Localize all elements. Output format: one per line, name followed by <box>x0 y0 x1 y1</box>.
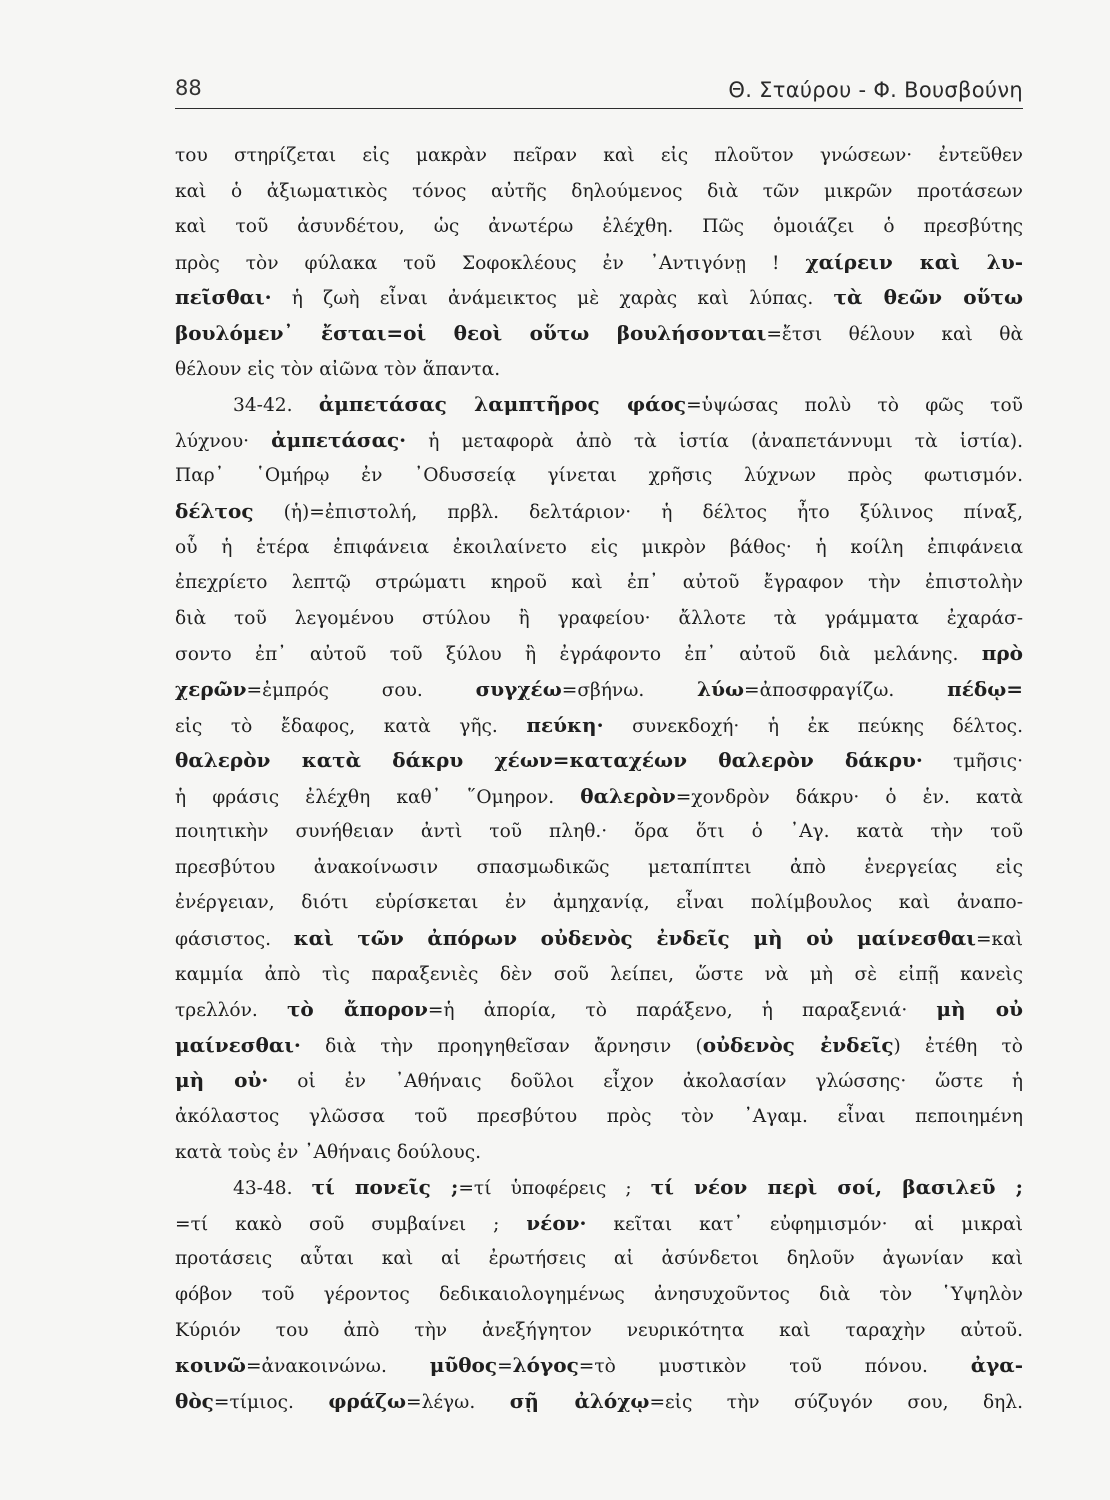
bold-term: θαλερὸν κατὰ δάκρυ χέων=καταχέων θαλερὸν δάκρυ· <box>175 748 923 773</box>
text-run: ἀκόλαστος γλῶσσα τοῦ πρεσβύτου πρὸς τὸν ᾿Αγαμ. εἶναι πεποιημένη <box>175 1106 1023 1128</box>
text-run: προτάσεις αὗται καὶ αἱ ἐρωτήσεις αἱ ἀσύνδετοι δηλοῦν ἀγωνίαν καὶ <box>175 1248 1023 1270</box>
text-line <box>175 458 1023 494</box>
text-line <box>175 138 1023 174</box>
page-number: 88 <box>175 76 202 100</box>
text-run: διὰ τὴν προηγηθεῖσαν ἄρνησιν ( <box>300 1035 703 1057</box>
running-head: Θ. Σταύρου - Φ. Βουσβούνη <box>728 78 1023 102</box>
text-run: ) ἐτέθη τὸ <box>893 1035 1023 1057</box>
text-line <box>175 1063 1023 1099</box>
text-line <box>175 565 1023 601</box>
text-line <box>175 1348 1023 1384</box>
bold-term: χαίρειν καὶ λυ- <box>805 249 1023 274</box>
bold-term: πρὸ <box>981 641 1023 666</box>
text-run: εἰς τὸ ἔδαφος, κατὰ γῆς. <box>175 715 527 737</box>
text-line <box>175 387 1023 423</box>
text-run: =καὶ <box>975 929 1023 951</box>
text-run: =ὑψώσας πολὺ τὸ φῶς τοῦ <box>686 395 1023 417</box>
text-line <box>175 1135 1023 1171</box>
bold-term: τὸ ἄπορον <box>286 997 428 1022</box>
bold-term: λύω <box>697 676 744 701</box>
bold-term: κοινῶ <box>175 1353 246 1378</box>
text-run: καὶ ὁ ἀξιωματικὸς τόνος αὐτῆς δηλούμενος διὰ τῶν μικρῶν προτάσεων <box>175 180 1023 202</box>
text-line <box>175 316 1023 352</box>
bold-term: βουλόμεν᾽ ἔσται=οἱ θεοὶ οὕτω βουλήσονται <box>175 320 767 345</box>
text-run: καμμία ἀπὸ τὶς παραξενιὲς δὲν σοῦ λείπει, ὥστε νὰ μὴ σὲ εἰπῇ κανεὶς <box>175 963 1023 985</box>
text-run: =ἡ ἀπορία, τὸ παράξενο, ἡ παραξενιά· <box>427 1000 937 1022</box>
bold-term: ἀμπετάσας· <box>271 427 407 452</box>
bold-term: μαίνεσθαι· <box>175 1032 301 1057</box>
bold-term: μὴ οὐ <box>936 997 1023 1022</box>
text-run: Κύριόν του ἀπὸ τὴν ἀνεξήγητον νευρικότητα καὶ ταραχὴν αὐτοῦ. <box>175 1319 1023 1341</box>
text-line <box>175 1170 1023 1206</box>
text-line <box>175 530 1023 566</box>
text-line <box>175 209 1023 245</box>
bold-term: λόγος <box>512 1353 579 1378</box>
text-run: 34-42. <box>233 395 319 417</box>
bold-term: συγχέω <box>475 676 562 701</box>
bold-term: τί νέον περὶ σοί, βασιλεῦ ; <box>650 1175 1023 1200</box>
text-run: =σβήνω. <box>561 679 698 701</box>
text-line <box>175 352 1023 388</box>
text-run: τμῆσις· <box>922 751 1023 773</box>
text-line <box>175 1277 1023 1313</box>
text-line <box>175 850 1023 886</box>
bold-term: ἀμπετάσας λαμπτῆρος φάος <box>318 392 687 417</box>
text-run: (ἡ)=ἐπιστολή, πρβλ. δελτάριον· ἡ δέλτος ἦτο ξύλινος πίναξ, <box>253 501 1023 523</box>
text-run: =τί ὑποφέρεις ; <box>458 1178 651 1200</box>
text-line <box>175 245 1023 281</box>
bold-term: τὰ θεῶν οὕτω <box>833 285 1023 310</box>
body-text <box>175 138 1023 1419</box>
text-run: =τί κακὸ σοῦ συμβαίνει ; <box>175 1213 527 1235</box>
text-line <box>175 672 1023 708</box>
text-run: =ἀνακοινώνω. <box>245 1356 430 1378</box>
text-run: κεῖται κατ᾽ εὐφημισμόν· αἱ μικραὶ <box>586 1213 1023 1235</box>
text-line <box>175 957 1023 993</box>
header-rule <box>175 108 1023 109</box>
text-line <box>175 494 1023 530</box>
text-line <box>175 1028 1023 1064</box>
bold-term: ἀγα- <box>970 1353 1023 1378</box>
text-line <box>175 174 1023 210</box>
text-line <box>175 743 1023 779</box>
bold-term: φράζω <box>328 1388 407 1413</box>
text-line <box>175 921 1023 957</box>
bold-term: πεύκη· <box>526 712 604 737</box>
bold-term: νέον· <box>526 1210 587 1235</box>
text-run: 43-48. <box>233 1178 312 1200</box>
text-run: διὰ τοῦ λεγομένου στύλου ἢ γραφείου· ἄλλοτε τὰ γράμματα ἐχαράσ- <box>175 607 1023 629</box>
text-run: = <box>497 1356 513 1378</box>
text-line <box>175 1241 1023 1277</box>
bold-term: θαλερὸν <box>580 783 676 808</box>
text-line <box>175 1206 1023 1242</box>
text-line <box>175 280 1023 316</box>
bold-term: οὐδενὸς ἐνδεῖς <box>702 1032 894 1057</box>
text-run: σοντο ἐπ᾽ αὐτοῦ τοῦ ξύλου ἢ ἐγράφοντο ἐπ᾽ αὐτοῦ διὰ μελάνης. <box>175 644 982 666</box>
bold-term: τί πονεῖς ; <box>311 1175 459 1200</box>
text-run: πρὸς τὸν φύλακα τοῦ Σοφοκλέους ἐν ᾿Αντιγόνῃ ! <box>175 252 806 274</box>
bold-term: θὸς <box>175 1388 214 1413</box>
text-run: Παρ᾽ ῾Ομήρῳ ἐν ᾿Οδυσσείᾳ γίνεται χρῆσις λύχνων πρὸς φωτισμόν. <box>175 465 1023 487</box>
text-run: =εἰς τὴν σύζυγόν σου, δηλ. <box>649 1391 1023 1413</box>
text-run: =ἐμπρός σου. <box>246 679 476 701</box>
page-header <box>175 74 1023 106</box>
text-run: =λέγω. <box>406 1391 510 1413</box>
text-line <box>175 601 1023 637</box>
text-run: ἐνέργειαν, διότι εὑρίσκεται ἐν ἀμηχανίᾳ, εἶναι πολίμβουλος καὶ ἀναπο- <box>175 892 1023 914</box>
text-run: ἐπεχρίετο λεπτῷ στρώματι κηροῦ καὶ ἐπ᾽ αὐτοῦ ἔγραφον τὴν ἐπιστολὴν <box>175 572 1023 594</box>
text-run: φόβον τοῦ γέροντος δεδικαιολογημένως ἀνησυχοῦντος διὰ τὸν ῾Υψηλὸν <box>175 1284 1023 1305</box>
bold-term: καὶ τῶν ἀπόρων οὐδενὸς ἐνδεῖς μὴ οὐ μαίνεσθαι <box>293 926 976 951</box>
text-run: συνεκδοχή· ἡ ἐκ πεύκης δέλτος. <box>603 715 1023 737</box>
text-line <box>175 423 1023 459</box>
text-run: ἡ μεταφορὰ ἀπὸ τὰ ἱστία (ἀναπετάννυμι τὰ ἱστία). <box>406 430 1023 452</box>
text-line <box>175 814 1023 850</box>
text-run: του στηρίζεται εἰς μακρὰν πεῖραν καὶ εἰς πλοῦτον γνώσεων· ἐντεῦθεν <box>175 145 1023 166</box>
text-run: πρεσβύτου ἀνακοίνωσιν σπασμωδικῶς μεταπίπτει ἀπὸ ἐνεργείας εἰς <box>175 856 1023 878</box>
text-run: ἡ ζωὴ εἶναι ἀνάμεικτος μὲ χαρὰς καὶ λύπας. <box>271 288 834 310</box>
bold-term: σῇ ἀλόχῳ <box>509 1388 650 1413</box>
bold-term: μῦθος <box>429 1353 498 1378</box>
bold-term: χερῶν <box>175 676 247 701</box>
text-run: τρελλόν. <box>175 1000 287 1022</box>
text-line <box>175 1384 1023 1420</box>
text-line <box>175 885 1023 921</box>
text-run: λύχνου· <box>175 430 272 452</box>
bold-term: πέδῳ= <box>947 676 1023 701</box>
text-run: =τὸ μυστικὸν τοῦ πόνου. <box>578 1356 971 1378</box>
bold-term: δέλτος <box>175 498 254 523</box>
text-run: κατὰ τοὺς ἐν ᾿Αθήναις δούλους. <box>175 1141 482 1163</box>
text-line <box>175 708 1023 744</box>
text-line <box>175 636 1023 672</box>
text-run: ἡ φράσις ἐλέχθη καθ᾽ ῞Ομηρον. <box>175 786 581 808</box>
text-run: =ἀποσφραγίζω. <box>744 679 948 701</box>
text-run: οἱ ἐν ᾿Αθήναις δοῦλοι εἶχον ἀκολασίαν γλώσσης· ὥστε ἡ <box>268 1071 1023 1093</box>
text-run: ποιητικὴν συνήθειαν ἀντὶ τοῦ πληθ.· ὅρα ὅτι ὁ ᾿Αγ. κατὰ τὴν τοῦ <box>175 821 1023 843</box>
bold-term: πεῖσθαι· <box>175 285 272 310</box>
text-run: οὗ ἡ ἑτέρα ἐπιφάνεια ἐκοιλαίνετο εἰς μικρὸν βάθος· ἡ κοίλη ἐπιφάνεια <box>175 536 1023 558</box>
text-run: καὶ τοῦ ἀσυνδέτου, ὡς ἀνωτέρω ἐλέχθη. Πῶς ὁμοιάζει ὁ πρεσβύτης <box>175 216 1023 238</box>
text-run: =ἔτσι θέλουν καὶ θὰ <box>766 323 1023 345</box>
bold-term: μὴ οὐ· <box>175 1068 269 1093</box>
text-run: θέλουν εἰς τὸν αἰῶνα τὸν ἅπαντα. <box>175 358 501 380</box>
text-line <box>175 992 1023 1028</box>
text-line <box>175 1313 1023 1349</box>
text-line <box>175 779 1023 815</box>
text-run: =τίμιος. <box>213 1391 329 1413</box>
text-line <box>175 1099 1023 1135</box>
text-run: φάσιστος. <box>175 929 294 951</box>
text-run: =χονδρὸν δάκρυ· ὁ ἑν. κατὰ <box>675 786 1023 808</box>
